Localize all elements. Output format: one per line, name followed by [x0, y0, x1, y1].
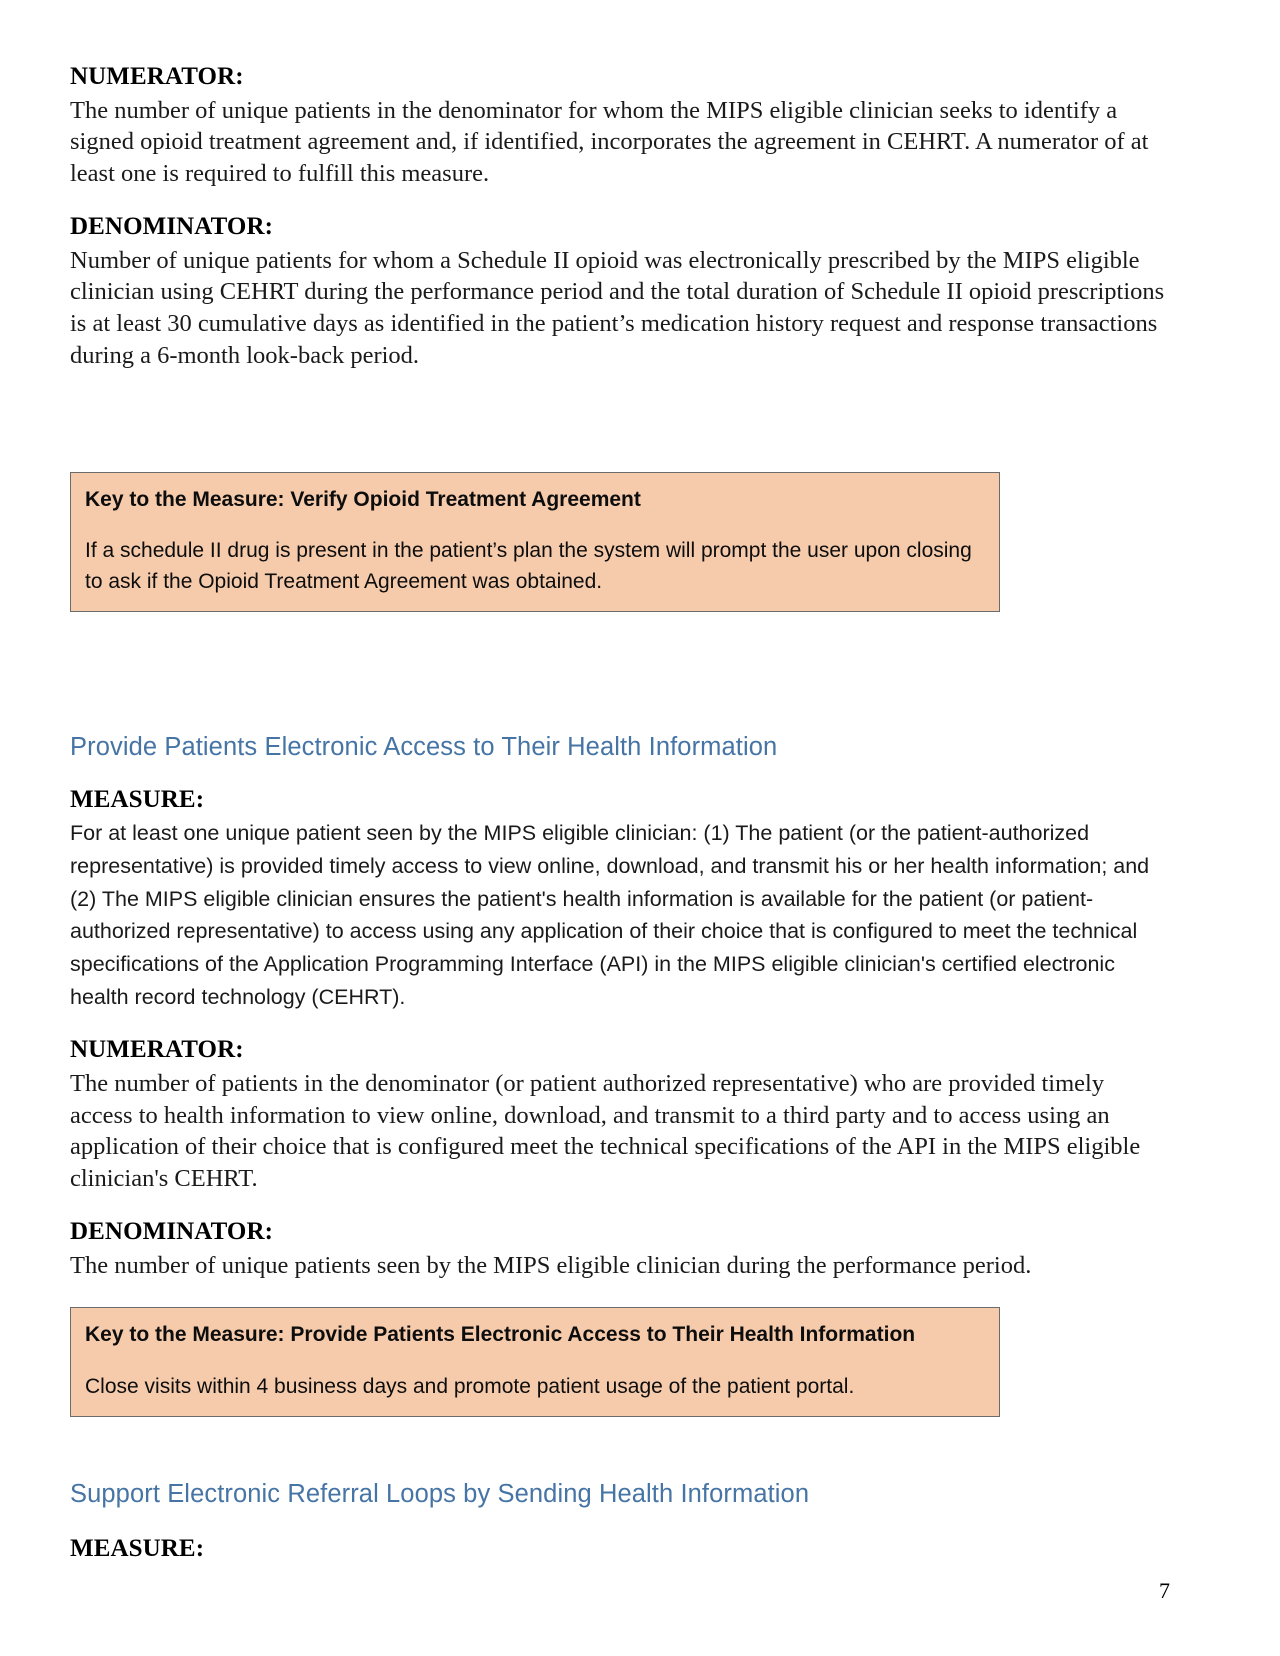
key-box-title: Key to the Measure: Provide Patients Electronic Access to Their Health Information — [85, 1323, 916, 1347]
key-box-title: Key to the Measure: Verify Opioid Treatment Agreement — [85, 487, 641, 511]
numerator-label-electronic-access: NUMERATOR: — [70, 1036, 244, 1064]
opioid-denominator-heading: DENOMINATOR: — [70, 213, 274, 241]
denominator-body-electronic-access: The number of unique patients seen by the MIPS eligible clinician during the performance period. — [70, 1251, 1032, 1279]
denominator-label-electronic-access: DENOMINATOR: — [70, 1218, 274, 1246]
opioid-numerator-heading: NUMERATOR: — [70, 63, 244, 90]
page-number: 7 — [1159, 1578, 1170, 1603]
spacer — [85, 1350, 985, 1372]
spacer — [70, 763, 1170, 785]
spacer — [70, 1013, 1170, 1035]
key-to-measure-callout-electronic-access — [70, 1307, 1000, 1417]
key-box-text: Close visits within 4 business days and promote patient usage of the patient portal. — [85, 1374, 855, 1398]
key-to-measure-callout-opioid — [70, 472, 1000, 612]
spacer — [70, 612, 1170, 732]
opioid-denominator-body: Number of unique patients for whom a Schedule II opioid was electronically prescribed by the MIPS eligible clinician using CEHRT during the performance period and the total duration of Schedule II opioid prescriptions is at least 30 cumulative days as identified in the patient’s medication history request and response transactions during a 6-month look-back period. — [70, 246, 1165, 370]
opioid-numerator-body: The number of unique patients in the denominator for whom the MIPS eligible clinician seeks to identify a signed opioid treatment agreement and, if identified, incorporates the agreement in CEHRT. A numerator of at least one is required to fulfill this measure. — [70, 96, 1149, 188]
section-heading-referral-loops: Support Electronic Referral Loops by Sending Health Information — [70, 1480, 810, 1509]
spacer — [70, 1195, 1170, 1217]
numerator-body-electronic-access: The number of patients in the denominator (or patient authorized representative) who are provided timely access to health information to view online, download, and transmit to a third party and to access using an application of their choice that is configured meet the technical specifications of the API in the MIPS eligible clinician's CEHRT. — [70, 1069, 1141, 1193]
measure-body-electronic-access: For at least one unique patient seen by the MIPS eligible clinician: (1) The patient (or the patient-authorized representative) is provided timely access to view online, download, and transmit his or her health information; and (2) The MIPS eligible clinician ensures the patient's health information is available for the patient (or patient-authorized representative) to access using any application of their choice that is configured to meet the technical specifications of the Application Programming Interface (API) in the MIPS eligible clinician's certified electronic health record technology (CEHRT). — [70, 821, 1150, 1009]
spacer — [70, 190, 1170, 212]
measure-label-referral-loops: MEASURE: — [70, 1534, 205, 1562]
key-box-text: If a schedule II drug is present in the patient’s plan the system will prompt the user upon closing to ask if the Opioid Treatment Agreement was obtained. — [85, 539, 972, 593]
section-heading-electronic-access: Provide Patients Electronic Access to Their Health Information — [70, 733, 778, 762]
spacer — [70, 1281, 1170, 1307]
spacer — [70, 372, 1170, 472]
spacer — [70, 1510, 1170, 1534]
spacer — [70, 1417, 1170, 1479]
measure-label-electronic-access: MEASURE: — [70, 785, 205, 813]
spacer — [85, 514, 985, 536]
